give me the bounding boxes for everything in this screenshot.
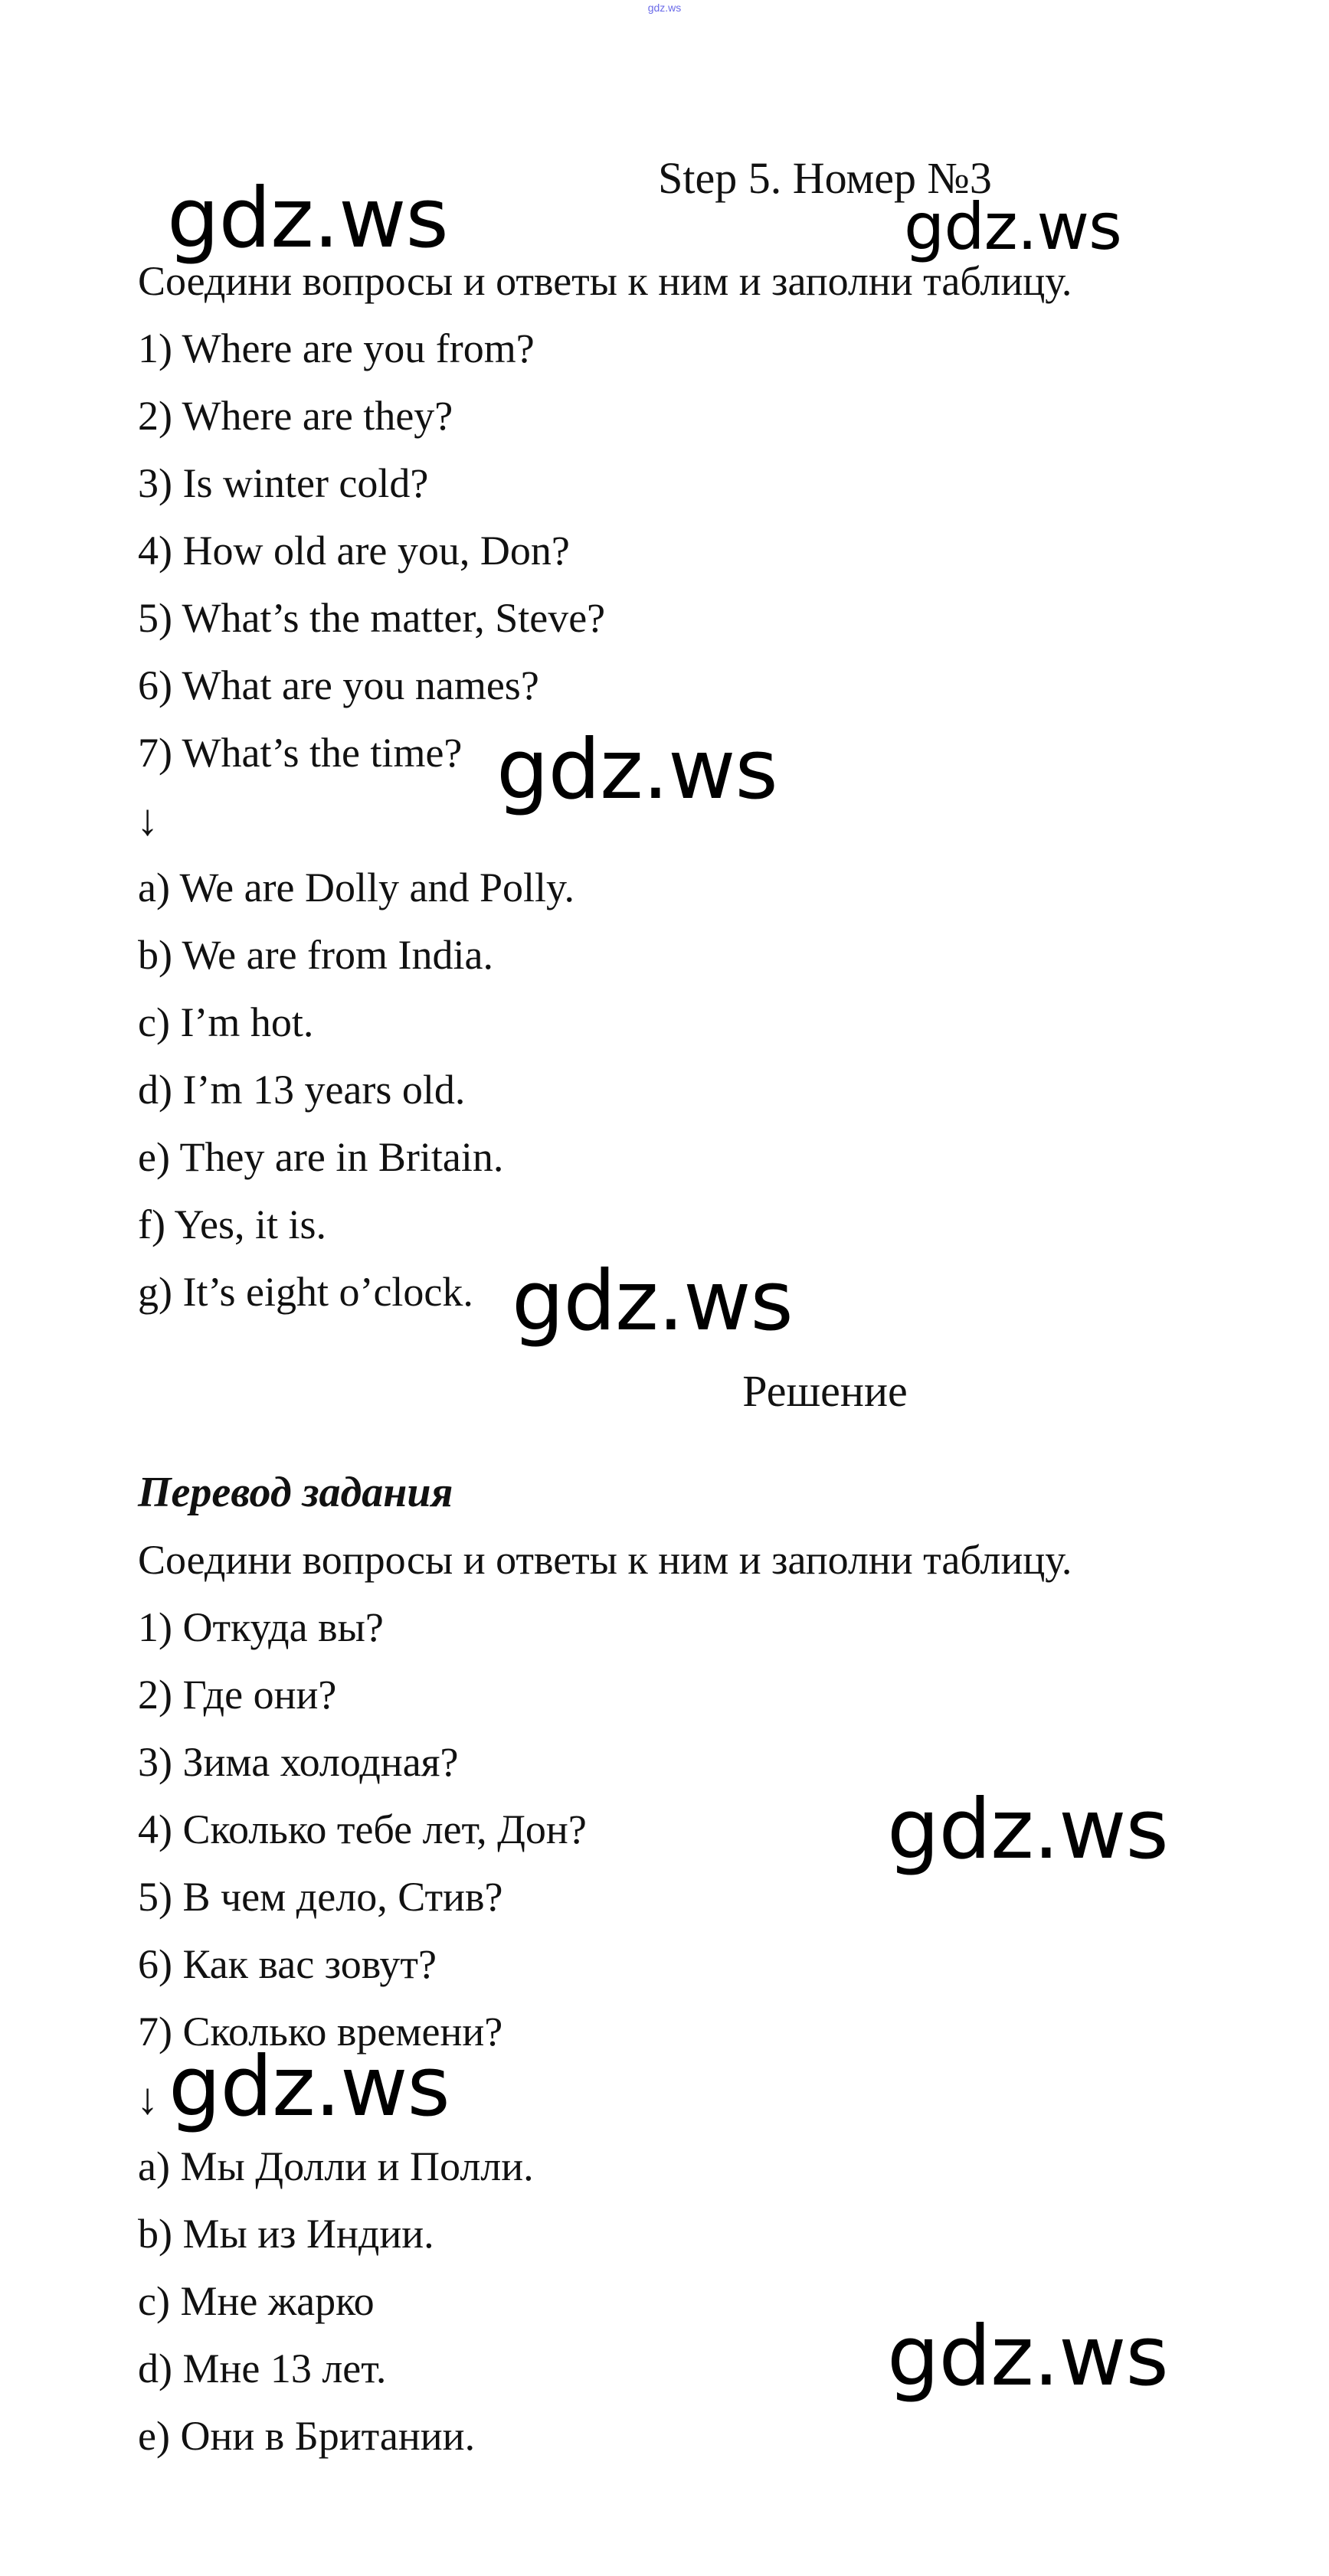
- question-5: 5) What’s the matter, Steve?: [138, 595, 606, 641]
- question-6: 6) What are you names?: [138, 662, 539, 708]
- solution-heading: Решение: [742, 1366, 908, 1416]
- translation-answer-e: e) Они в Британии.: [138, 2413, 476, 2459]
- translation-question-7: 7) Сколько времени?: [138, 2009, 503, 2055]
- watermark-logo: gdz.ws: [167, 171, 448, 266]
- answer-d: d) I’m 13 years old.: [138, 1067, 466, 1113]
- translation-answer-a: a) Мы Долли и Полли.: [138, 2143, 534, 2189]
- translation-question-4: 4) Сколько тебе лет, Дон?: [138, 1806, 587, 1852]
- translation-question-2: 2) Где они?: [138, 1672, 337, 1718]
- translation-answer-c: c) Мне жарко: [138, 2278, 375, 2324]
- question-4: 4) How old are you, Don?: [138, 528, 570, 574]
- page-title: Step 5. Номер №3: [658, 153, 992, 203]
- down-arrow-icon: ↓: [136, 795, 159, 845]
- translation-heading: Перевод задания: [138, 1469, 453, 1516]
- watermark-logo: gdz.ws: [887, 2309, 1168, 2404]
- answer-b: b) We are from India.: [138, 932, 493, 978]
- translation-answer-d: d) Мне 13 лет.: [138, 2346, 387, 2391]
- translation-answer-b: b) Мы из Индии.: [138, 2211, 434, 2257]
- question-2: 2) Where are they?: [138, 393, 453, 439]
- question-3: 3) Is winter cold?: [138, 460, 429, 506]
- top-watermark: gdz.ws: [647, 2, 682, 14]
- task-instruction: Соедини вопросы и ответы к ним и заполни таблицу.: [138, 258, 1072, 304]
- watermark-logo: gdz.ws: [512, 1254, 793, 1349]
- watermark-logo: gdz.ws: [496, 722, 777, 818]
- translation-question-1: 1) Откуда вы?: [138, 1604, 384, 1650]
- translation-instruction: Соедини вопросы и ответы к ним и заполни таблицу.: [138, 1537, 1072, 1583]
- answer-e: e) They are in Britain.: [138, 1134, 504, 1180]
- translation-question-3: 3) Зима холодная?: [138, 1739, 459, 1785]
- answer-c: c) I’m hot.: [138, 999, 314, 1045]
- question-7: 7) What’s the time?: [138, 730, 463, 776]
- translation-down-arrow-icon: ↓: [136, 2074, 159, 2123]
- question-1: 1) Where are you from?: [138, 325, 535, 371]
- translation-question-6: 6) Как вас зовут?: [138, 1941, 437, 1987]
- translation-question-5: 5) В чем дело, Стив?: [138, 1874, 503, 1920]
- answer-f: f) Yes, it is.: [138, 1201, 327, 1247]
- watermark-logo: gdz.ws: [169, 2039, 450, 2135]
- answer-g: g) It’s eight o’clock.: [138, 1269, 473, 1315]
- watermark-logo: gdz.ws: [887, 1782, 1168, 1878]
- watermark-logo: gdz.ws: [904, 189, 1121, 264]
- answer-a: a) We are Dolly and Polly.: [138, 865, 575, 910]
